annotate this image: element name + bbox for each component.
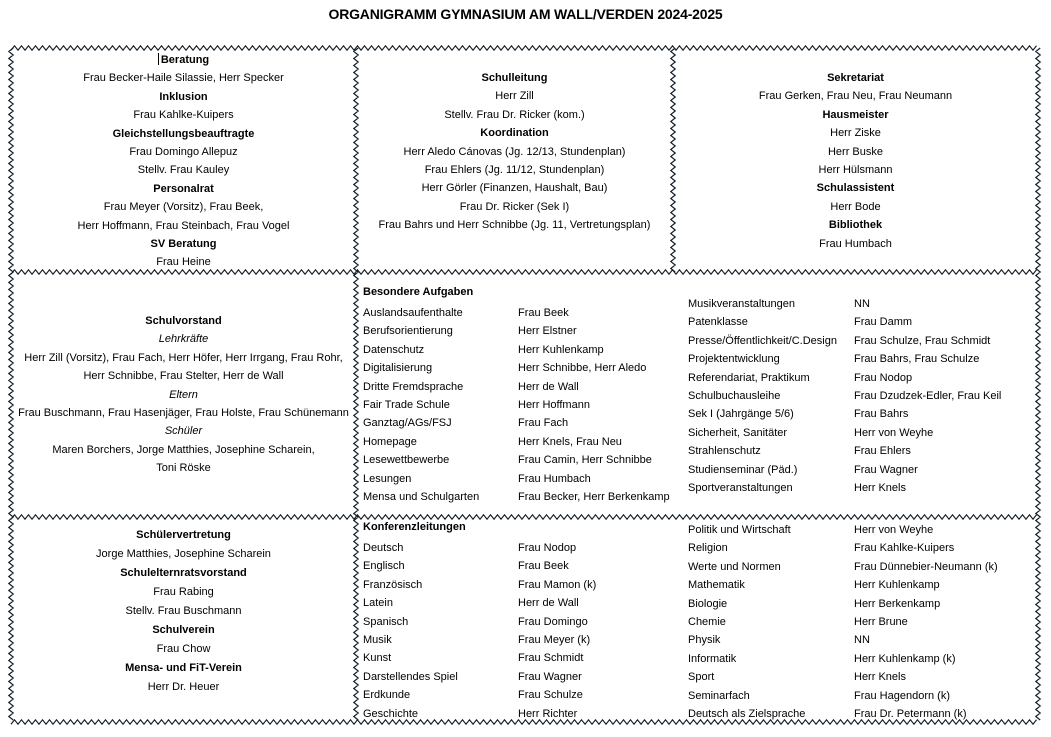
box-beratung [11, 48, 356, 275]
org-line: Stellv. Frau Dr. Ricker (kom.) [444, 108, 585, 121]
assignment-person: Frau Domingo [518, 615, 588, 628]
assignment-task: Homepage [363, 435, 417, 448]
assignment-task: Musikveranstaltungen [688, 298, 796, 310]
assignment-task: Deutsch als Zielsprache [688, 707, 806, 720]
assignment-person: Frau Kahlke-Kuipers [854, 542, 955, 555]
assignment-task: Musik [363, 633, 392, 646]
box-header: Besondere Aufgaben [363, 286, 474, 298]
assignment-task: Seminarfach [688, 689, 750, 702]
org-line: Hausmeister [822, 108, 889, 121]
assignment-task: Studienseminar (Päd.) [688, 463, 798, 476]
assignment-row [688, 313, 1001, 331]
assignment-person: Frau Meyer (k) [518, 633, 591, 646]
org-line: Beratung [11, 51, 356, 69]
org-line: Frau Chow [156, 643, 211, 655]
assignment-row [363, 649, 596, 667]
org-line: Schülervertretung [136, 529, 231, 541]
assignment-row [688, 295, 1001, 313]
org-line: Herr Zill [495, 90, 534, 103]
conferences-right [688, 521, 998, 723]
assignment-person: Herr de Wall [518, 380, 579, 393]
assignment-person: Frau Bahrs, Frau Schulze [854, 353, 980, 366]
assignment-row [363, 539, 596, 557]
assignment-row [688, 539, 998, 557]
assignment-task: Geschichte [363, 707, 419, 720]
org-line: Maren Borchers, Jorge Matthies, Josephine Scharein, [52, 443, 315, 456]
assignment-task: Ganztag/AGs/FSJ [363, 417, 452, 430]
assignment-row [688, 650, 998, 668]
assignments-left [363, 304, 670, 506]
box-besondere-aufgaben [356, 272, 1038, 517]
assignment-task: Deutsch [363, 542, 404, 554]
assignment-person: Frau Damm [854, 316, 913, 329]
assignment-row [363, 488, 670, 506]
org-line: Stellv. Frau Buschmann [125, 605, 242, 617]
org-line: Frau Dr. Ricker (Sek I) [459, 200, 570, 213]
org-line: Schulelternratsvorstand [120, 567, 247, 579]
assignment-task: Darstellendes Spiel [363, 670, 458, 683]
assignment-person: Herr Knels [854, 481, 906, 494]
assignment-row [688, 442, 1001, 460]
assignment-person: Herr von Weyhe [854, 426, 934, 439]
assignment-row [688, 705, 998, 723]
org-line: Gleichstellungsbeauftragte [112, 127, 255, 140]
assignment-row [363, 705, 596, 723]
assignment-row [363, 322, 670, 340]
assignment-row [688, 631, 998, 649]
assignment-task: Patenklasse [688, 316, 748, 329]
org-line: Schulassistent [816, 182, 895, 195]
assignment-task: Werte und Normen [688, 560, 781, 573]
assignment-row [363, 576, 596, 594]
assignment-row [688, 332, 1001, 350]
org-line: Eltern [169, 388, 198, 401]
org-line: Frau Heine [156, 256, 211, 269]
org-line: Frau Ehlers (Jg. 11/12, Stundenplan) [424, 163, 605, 176]
org-line: SV Beratung [150, 237, 217, 250]
assignment-task: Sicherheit, Sanitäter [688, 426, 788, 439]
page-title: ORGANIGRAMM GYMNASIUM AM WALL/VERDEN 2024-2025 [328, 6, 723, 22]
assignments-right [688, 295, 1001, 497]
assignment-row [688, 461, 1001, 479]
assignment-person: Frau Becker, Herr Berkenkamp [518, 490, 670, 503]
assignment-person: Frau Camin, Herr Schnibbe [518, 454, 652, 467]
assignment-person: Frau Schmidt [518, 652, 584, 665]
org-line: Frau Rabing [153, 586, 214, 598]
assignment-row [363, 414, 670, 432]
assignment-person: Frau Humbach [518, 472, 591, 485]
assignment-task: Datenschutz [363, 343, 425, 356]
org-line: Lehrkräfte [158, 333, 209, 346]
assignment-person: Frau Dünnebier-Neumann (k) [854, 560, 998, 573]
assignment-row [363, 359, 670, 377]
assignment-row [363, 451, 670, 469]
assignment-person: Herr Kuhlenkamp (k) [854, 652, 956, 665]
assignment-task: Projektentwicklung [688, 353, 780, 366]
assignment-row [688, 595, 998, 613]
assignment-row [363, 470, 670, 488]
org-line: Frau Buschmann, Frau Hasenjäger, Frau Holste, Frau Schünemann [18, 406, 349, 419]
assignment-person: Frau Schulze [518, 689, 583, 702]
assignment-row [688, 687, 998, 705]
assignment-task: Fair Trade Schule [363, 398, 450, 411]
org-line: Herr Hoffmann, Frau Steinbach, Frau Vogel [77, 219, 290, 232]
assignment-row [363, 378, 670, 396]
assignment-row [688, 350, 1001, 368]
assignment-task: Englisch [363, 560, 405, 573]
assignment-task: Politik und Wirtschaft [688, 524, 791, 536]
assignment-task: Biologie [688, 597, 728, 610]
box-schulleitung [356, 48, 673, 293]
org-line: Herr Bode [830, 200, 881, 213]
assignment-row [363, 594, 596, 612]
assignment-task: Berufsorientierung [363, 325, 453, 338]
org-line: Toni Röske [156, 462, 211, 475]
org-line: Herr Dr. Heuer [147, 681, 220, 693]
assignment-person: Frau Wagner [518, 670, 582, 683]
assignment-person: Frau Dzudzek-Edler, Frau Keil [854, 389, 1002, 402]
assignment-task: Chemie [688, 615, 726, 628]
assignment-person: NN [854, 634, 870, 647]
assignment-person: Herr Richter [518, 707, 578, 720]
assignment-row [363, 557, 596, 575]
assignment-task: Strahlenschutz [688, 445, 761, 458]
org-line: Schulvorstand [145, 315, 222, 327]
org-line: Jorge Matthies, Josephine Scharein [96, 548, 271, 560]
org-line: Schulleitung [481, 72, 548, 84]
assignment-task: Lesewettbewerbe [363, 454, 450, 467]
assignment-person: Frau Schulze, Frau Schmidt [854, 334, 991, 347]
org-line: Frau Bahrs und Herr Schnibbe (Jg. 11, Vertretungsplan) [378, 219, 651, 232]
assignment-task: Französisch [363, 578, 423, 591]
org-line: Frau Kahlke-Kuipers [133, 109, 234, 122]
assignment-person: Herr Brune [854, 615, 908, 628]
org-line: Schulverein [152, 624, 215, 636]
assignment-person: Frau Nodop [854, 371, 913, 384]
assignment-row [688, 369, 1001, 387]
assignment-row [688, 521, 998, 539]
assignment-task: Spanisch [363, 615, 409, 628]
assignment-task: Kunst [363, 652, 392, 665]
org-line: Personalrat [153, 182, 214, 195]
assignment-row [688, 424, 1001, 442]
org-line: Frau Meyer (Vorsitz), Frau Beek, [103, 201, 264, 214]
assignment-task: Mathematik [688, 579, 745, 592]
assignment-task: Auslandsaufenthalte [363, 307, 463, 319]
assignment-task: Erdkunde [363, 689, 411, 702]
org-line: Herr Görler (Finanzen, Haushalt, Bau) [421, 182, 608, 195]
assignment-task: Mensa und Schulgarten [363, 490, 480, 503]
assignment-row [688, 479, 1001, 497]
org-line: Herr Aledo Cánovas (Jg. 12/13, Stundenplan) [403, 145, 626, 158]
assignment-task: Religion [688, 542, 728, 555]
assignment-row [688, 668, 998, 686]
assignment-person: Frau Mamon (k) [518, 578, 597, 591]
box-sekretariat [673, 48, 1038, 293]
org-line: Frau Domingo Allepuz [129, 145, 238, 158]
assignment-row [363, 341, 670, 359]
assignment-task: Physik [688, 634, 721, 647]
assignment-task: Referendariat, Praktikum [688, 371, 810, 384]
assignment-person: Herr Knels [854, 671, 906, 684]
assignment-person: Herr von Weyhe [854, 524, 934, 536]
conferences-left [363, 539, 596, 723]
box-schulvorstand [11, 272, 356, 557]
assignment-person: Frau Bahrs [854, 408, 909, 421]
assignment-row [363, 396, 670, 414]
org-line: Stellv. Frau Kauley [137, 164, 230, 177]
assignment-person: Herr Kuhlenkamp [854, 579, 940, 592]
assignment-person: Herr Elstner [518, 325, 577, 338]
org-line: Schüler [164, 425, 203, 438]
assignment-task: Informatik [688, 652, 737, 665]
assignment-row [363, 433, 670, 451]
assignment-person: Herr Schnibbe, Herr Aledo [518, 362, 647, 375]
org-line: Sekretariat [827, 72, 884, 84]
assignment-person: Frau Nodop [518, 542, 577, 554]
assignment-row [688, 387, 1001, 405]
assignment-person: Frau Beek [518, 307, 569, 319]
assignment-row [688, 405, 1001, 423]
assignment-person: Frau Hagendorn (k) [854, 689, 950, 702]
assignment-row [363, 304, 670, 322]
assignment-row [688, 613, 998, 631]
box-header: Konferenzleitungen [363, 521, 466, 533]
org-line: Herr Hülsmann [818, 163, 893, 176]
assignment-row [363, 686, 596, 704]
box-konferenzleitungen [356, 517, 1038, 722]
assignment-person: Herr Berkenkamp [854, 597, 941, 610]
org-line: Frau Gerken, Frau Neu, Frau Neumann [758, 90, 953, 103]
assignment-person: Herr Hoffmann [518, 398, 590, 411]
assignment-task: Lesungen [363, 472, 412, 485]
assignment-person: Frau Dr. Petermann (k) [854, 707, 967, 720]
assignment-row [363, 668, 596, 686]
assignment-row [688, 576, 998, 594]
assignment-row [688, 558, 998, 576]
assignment-person: Herr de Wall [518, 597, 579, 610]
org-line: Herr Ziske [830, 127, 881, 140]
org-line: Herr Buske [827, 145, 884, 158]
org-line: Frau Humbach [819, 237, 892, 250]
assignment-person: NN [854, 298, 870, 310]
assignment-row [363, 613, 596, 631]
assignment-task: Presse/Öffentlichkeit/C.Design [688, 334, 837, 347]
org-line: Koordination [480, 127, 549, 140]
assignment-task: Latein [363, 597, 393, 610]
assignment-task: Sek I (Jahrgänge 5/6) [688, 408, 794, 421]
assignment-row [363, 631, 596, 649]
org-line: Bibliothek [828, 219, 883, 232]
org-line: Herr Schnibbe, Frau Stelter, Herr de Wall [83, 370, 284, 383]
assignment-task: Digitalisierung [363, 362, 433, 375]
assignment-task: Sport [688, 671, 715, 684]
box-schuelervertretung [11, 517, 356, 731]
assignment-person: Herr Kuhlenkamp [518, 343, 604, 356]
org-line: Herr Zill (Vorsitz), Frau Fach, Herr Höfer, Herr Irrgang, Frau Rohr, [24, 351, 343, 364]
assignment-person: Frau Fach [518, 417, 569, 430]
org-line: Inklusion [159, 90, 208, 103]
assignment-task: Dritte Fremdsprache [363, 380, 464, 393]
assignment-task: Schulbuchausleihe [688, 389, 781, 402]
org-line: Frau Becker-Haile Silassie, Herr Specker [83, 72, 284, 85]
assignment-person: Frau Beek [518, 560, 569, 573]
assignment-task: Sportveranstaltungen [688, 481, 793, 494]
assignment-person: Frau Ehlers [854, 445, 911, 458]
assignment-person: Frau Wagner [854, 463, 918, 476]
assignment-person: Herr Knels, Frau Neu [518, 435, 622, 448]
org-line: Mensa- und FiT-Verein [125, 662, 242, 674]
